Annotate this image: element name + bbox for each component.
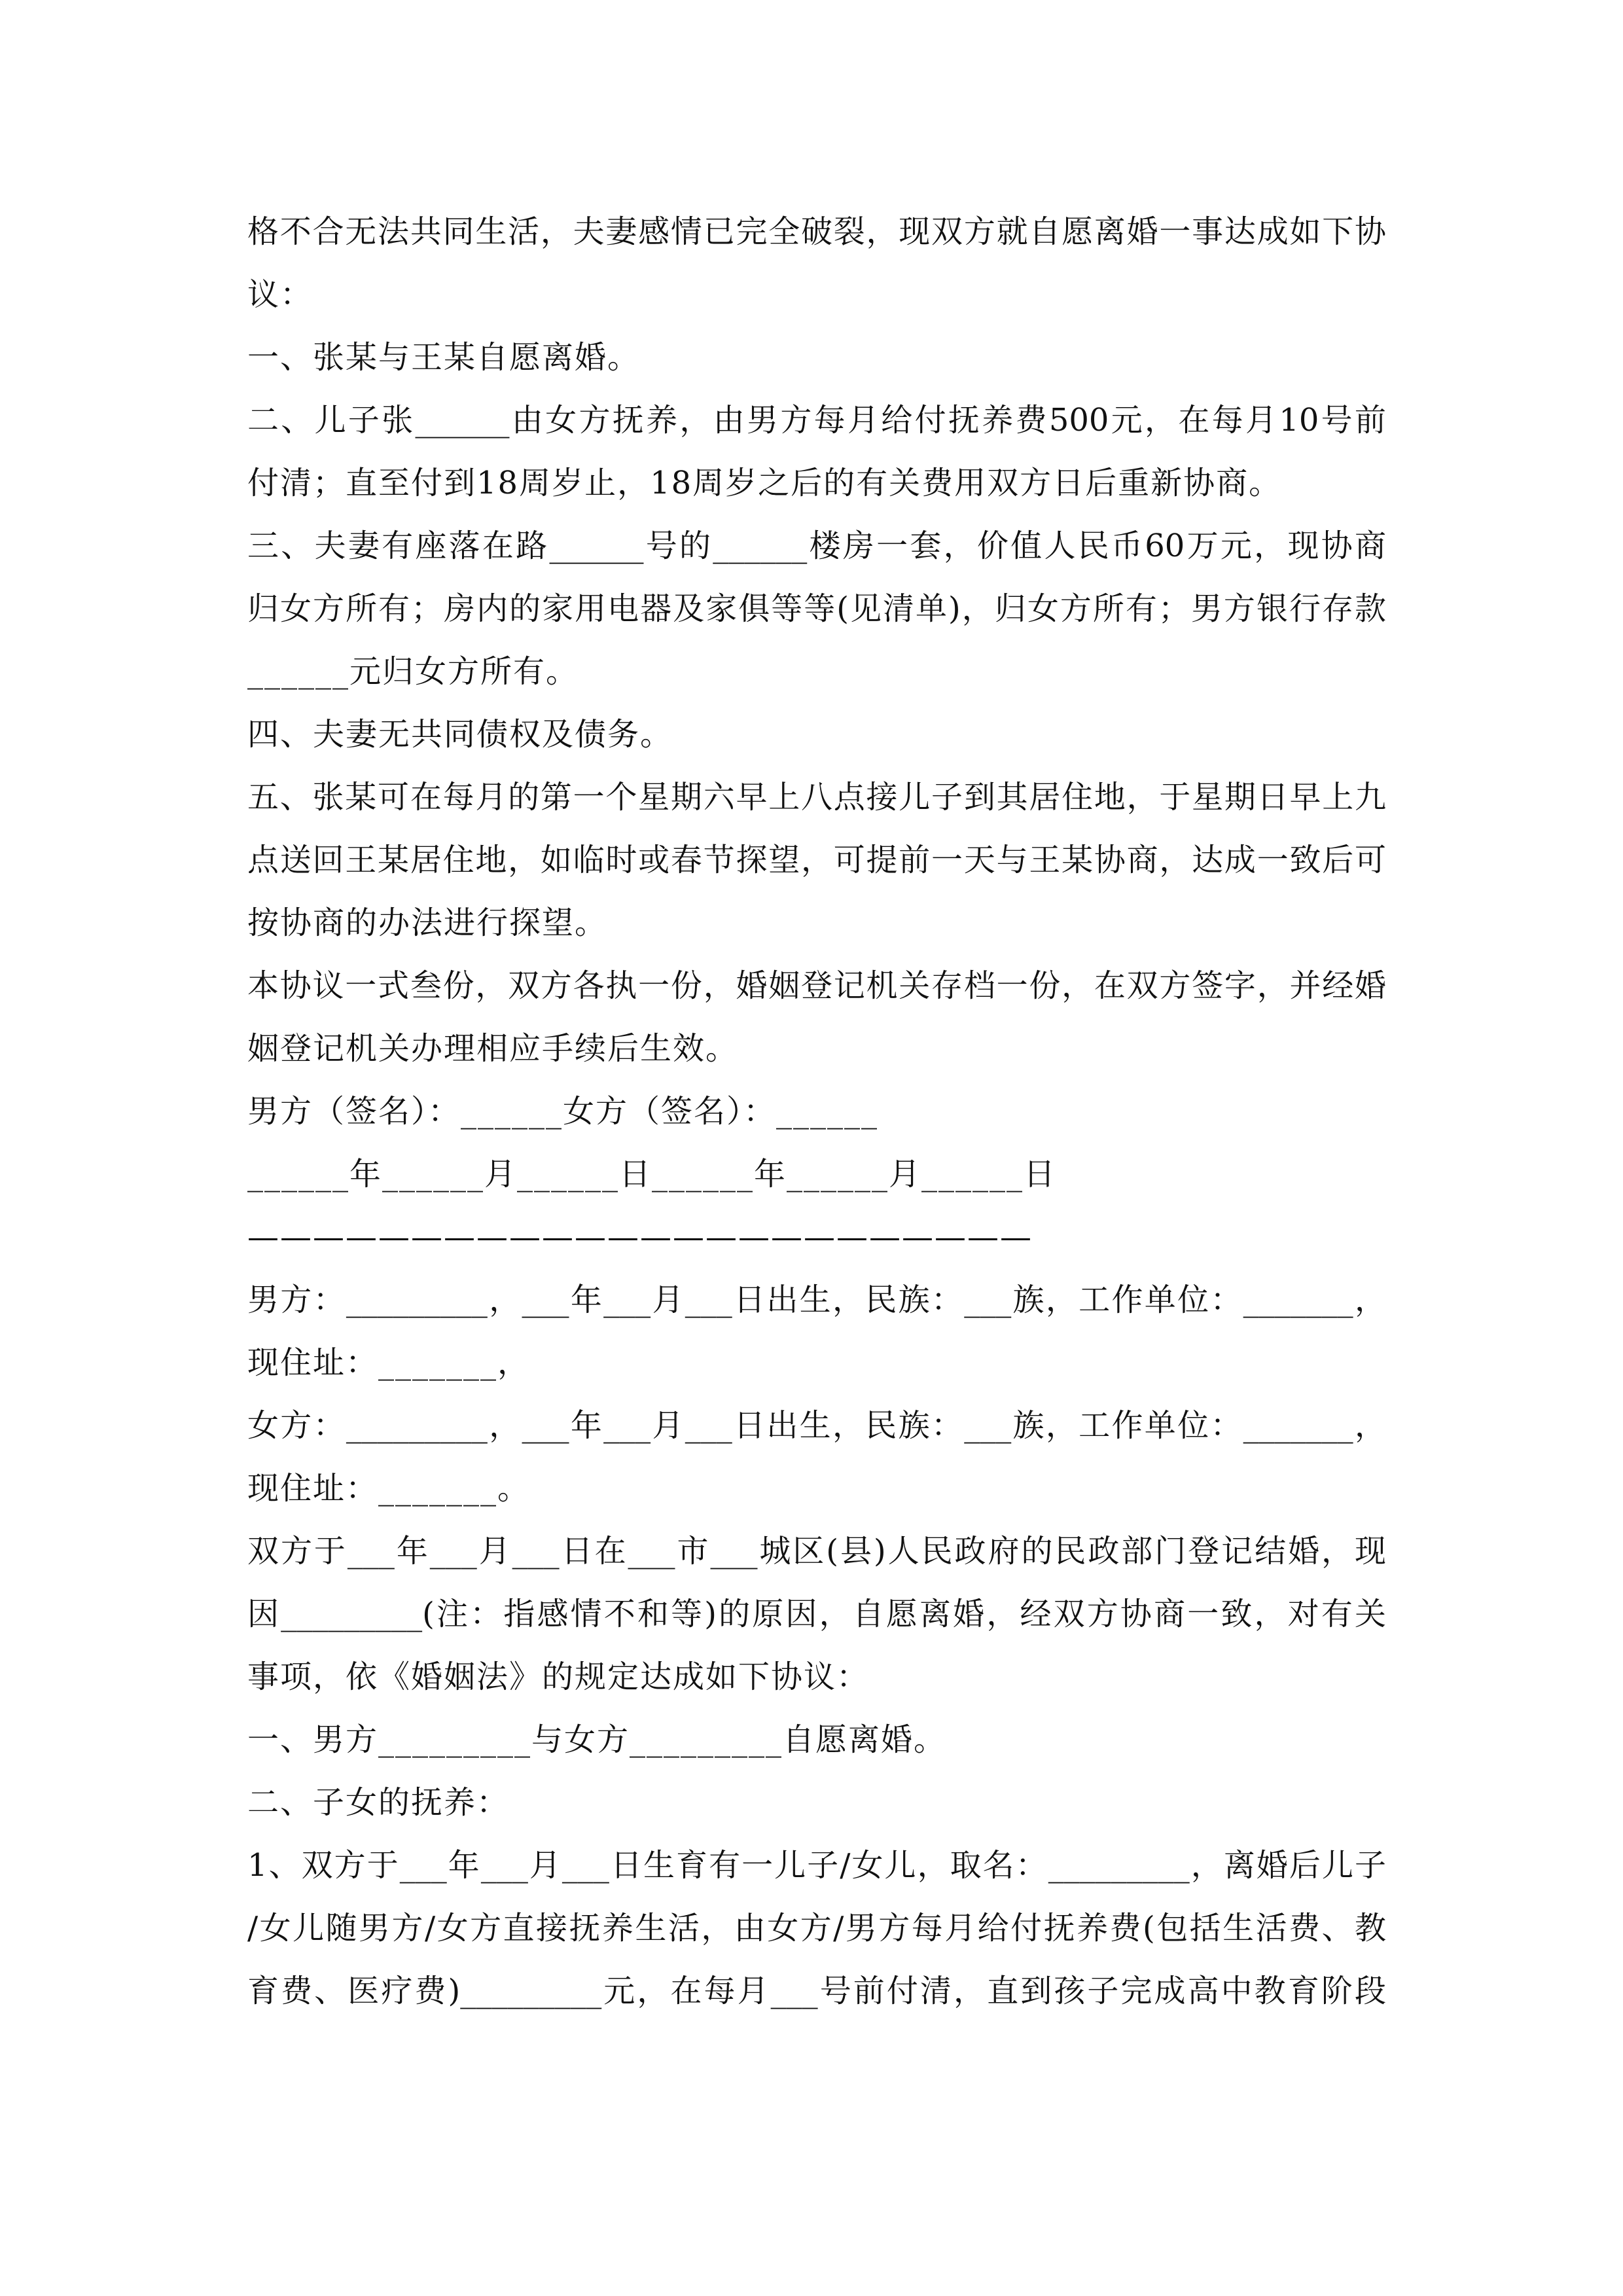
text-line-10: 五、张某可在每月的第一个星期六早上八点接儿子到其居住地，于星期日早上九 bbox=[247, 779, 1386, 816]
text-line-9: 四、夫妻无共同债权及债务。 bbox=[247, 716, 673, 753]
text-line-3: 一、张某与王某自愿离婚。 bbox=[247, 339, 641, 376]
text-line-6: 三、夫妻有座落在路______号的______楼房一套，价值人民币60万元，现协商 bbox=[247, 528, 1386, 564]
text-line-27: 1、双方于___年___月___日生育有一儿子/女儿，取名：_________，离婚后儿子 bbox=[247, 1847, 1386, 1884]
text-line-12: 按协商的办法进行探望。 bbox=[247, 905, 608, 941]
text-line-2: 议： bbox=[247, 276, 313, 313]
text-line-7: 归女方所有；房内的家用电器及家俱等等(见清单)，归女方所有；男方银行存款 bbox=[247, 590, 1386, 627]
signature-line: 男方（签名）：______女方（签名）：______ bbox=[247, 1093, 879, 1130]
text-line-18: 男方：_________，___年___月___日出生，民族：___族，工作单位：_______， bbox=[247, 1282, 1386, 1318]
text-line-11: 点送回王某居住地，如临时或春节探望，可提前一天与王某协商，达成一致后可 bbox=[247, 842, 1386, 878]
text-line-25: 一、男方_________与女方_________自愿离婚。 bbox=[247, 1721, 947, 1758]
text-line-14: 姻登记机关办理相应手续后生效。 bbox=[247, 1030, 739, 1067]
text-line-5: 付清；直至付到18周岁止，18周岁之后的有关费用双方日后重新协商。 bbox=[247, 465, 1282, 501]
text-line-29: 育费、医疗费)_________元，在每月___号前付清，直到孩子完成高中教育阶段 bbox=[247, 1973, 1386, 2009]
date-line: ______年______月______日______年______月______日 bbox=[247, 1156, 1057, 1193]
text-line-28: /女儿随男方/女方直接抚养生活，由女方/男方每月给付抚养费(包括生活费、教 bbox=[247, 1910, 1386, 1946]
text-line-8: ______元归女方所有。 bbox=[247, 653, 579, 690]
text-line-22: 双方于___年___月___日在___市___城区(县)人民政府的民政部门登记结婚，现 bbox=[247, 1533, 1386, 1570]
text-line-19: 现住址：_______， bbox=[247, 1344, 531, 1381]
text-line-24: 事项，依《婚姻法》的规定达成如下协议： bbox=[247, 1659, 870, 1695]
text-line-1: 格不合无法共同生活，夫妻感情已完全破裂，现双方就自愿离婚一事达成如下协 bbox=[247, 213, 1386, 250]
text-line-23: 因_________(注：指感情不和等)的原因，自愿离婚，经双方协商一致，对有关 bbox=[247, 1596, 1386, 1632]
separator-line: ———————————————————————— bbox=[247, 1219, 1033, 1255]
text-line-13: 本协议一式叁份，双方各执一份，婚姻登记机关存档一份，在双方签字，并经婚 bbox=[247, 967, 1386, 1004]
text-line-26: 二、子女的抚养： bbox=[247, 1784, 510, 1821]
text-line-21: 现住址：_______。 bbox=[247, 1470, 531, 1507]
text-line-20: 女方：_________，___年___月___日出生，民族：___族，工作单位：_______， bbox=[247, 1407, 1386, 1444]
text-line-4: 二、儿子张______由女方抚养，由男方每月给付抚养费500元，在每月10号前 bbox=[247, 402, 1386, 439]
